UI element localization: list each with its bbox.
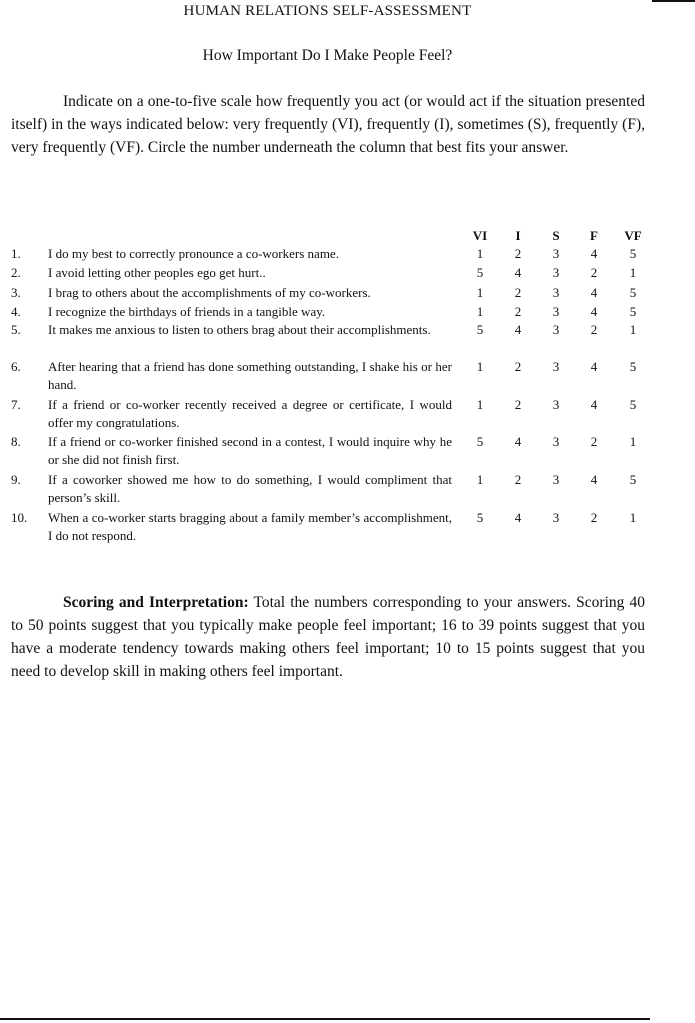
item-number: 10. — [11, 510, 28, 525]
column-header-s: S — [552, 228, 560, 243]
score-option[interactable]: 4 — [590, 397, 598, 412]
item-number: 9. — [11, 472, 21, 487]
score-option[interactable]: 4 — [514, 510, 522, 525]
score-option[interactable]: 1 — [476, 472, 484, 487]
column-header-f: F — [590, 228, 598, 243]
score-option[interactable]: 3 — [552, 246, 560, 261]
score-option[interactable]: 2 — [590, 265, 598, 280]
score-option[interactable]: 1 — [476, 285, 484, 300]
item-text: If a friend or co-worker finished second in a contest, I would inquire why he or she did not finish first. — [48, 434, 452, 467]
item-text: I recognize the birthdays of friends in a tangible way. — [48, 304, 326, 319]
score-option[interactable]: 3 — [552, 265, 560, 280]
item-text: If a coworker showed me how to do something, I would compliment that person’s skill. — [48, 472, 452, 505]
score-option[interactable]: 2 — [514, 472, 522, 487]
score-option[interactable]: 2 — [514, 246, 522, 261]
item-number: 1. — [11, 246, 21, 261]
score-option[interactable]: 3 — [552, 304, 560, 319]
score-option[interactable]: 4 — [514, 265, 522, 280]
score-option[interactable]: 1 — [629, 434, 637, 449]
score-option[interactable]: 3 — [552, 359, 560, 374]
item-text: It makes me anxious to listen to others brag about their accomplishments. — [48, 322, 431, 337]
column-header-vi: VI — [472, 228, 488, 243]
score-option[interactable]: 3 — [552, 434, 560, 449]
score-option[interactable]: 2 — [514, 285, 522, 300]
top-right-rule — [652, 0, 695, 2]
score-option[interactable]: 5 — [629, 285, 637, 300]
item-text: I avoid letting other peoples ego get hurt.. — [48, 265, 266, 280]
score-option[interactable]: 1 — [476, 397, 484, 412]
item-text: After hearing that a friend has done something outstanding, I shake his or her hand. — [48, 359, 452, 392]
score-option[interactable]: 1 — [476, 246, 484, 261]
instructions-paragraph: Indicate on a one-to-five scale how frequently you act (or would act if the situation presented itself) in the ways indicated below: very frequently (VI), frequently (I), sometimes (S), frequently (F), very frequently (VF). Circle the number underneath the column that best fits your answer. — [11, 93, 645, 156]
score-option[interactable]: 5 — [476, 322, 484, 337]
item-number: 6. — [11, 359, 21, 374]
document-subtitle: How Important Do I Make People Feel? — [202, 47, 453, 64]
item-number: 3. — [11, 285, 21, 300]
scoring-heading: Scoring and Interpretation: — [63, 594, 249, 611]
score-option[interactable]: 4 — [590, 359, 598, 374]
score-option[interactable]: 5 — [476, 434, 484, 449]
score-option[interactable]: 5 — [629, 246, 637, 261]
score-option[interactable]: 1 — [629, 265, 637, 280]
score-option[interactable]: 4 — [590, 472, 598, 487]
score-option[interactable]: 1 — [476, 359, 484, 374]
score-option[interactable]: 4 — [590, 285, 598, 300]
score-option[interactable]: 2 — [514, 304, 522, 319]
score-option[interactable]: 5 — [629, 304, 637, 319]
score-option[interactable]: 2 — [514, 359, 522, 374]
column-header-vf: VF — [624, 228, 642, 243]
score-option[interactable]: 3 — [552, 285, 560, 300]
score-option[interactable]: 5 — [629, 397, 637, 412]
score-option[interactable]: 3 — [552, 510, 560, 525]
score-option[interactable]: 5 — [476, 265, 484, 280]
item-number: 5. — [11, 322, 21, 337]
score-option[interactable]: 2 — [590, 434, 598, 449]
score-option[interactable]: 5 — [476, 510, 484, 525]
item-number: 2. — [11, 265, 21, 280]
score-option[interactable]: 1 — [629, 322, 637, 337]
bottom-divider — [0, 1018, 650, 1020]
score-option[interactable]: 5 — [629, 359, 637, 374]
column-header-i: I — [515, 228, 521, 243]
score-option[interactable]: 5 — [629, 472, 637, 487]
score-option[interactable]: 2 — [514, 397, 522, 412]
score-option[interactable]: 2 — [590, 322, 598, 337]
item-text: I do my best to correctly pronounce a co-workers name. — [48, 246, 339, 261]
item-text: I brag to others about the accomplishments of my co-workers. — [48, 285, 371, 300]
score-option[interactable]: 4 — [590, 304, 598, 319]
score-option[interactable]: 3 — [552, 322, 560, 337]
scoring-text: Total the numbers corresponding to your answers. Scoring 40 to 50 points suggest that you typically make people feel important; 16 to 39 points suggest that you have a moderate tendency towards making others feel important; 10 to 15 points suggest that you need to develop skill in making others feel important. — [11, 594, 645, 680]
score-option[interactable]: 4 — [514, 322, 522, 337]
score-option[interactable]: 2 — [590, 510, 598, 525]
score-option[interactable]: 1 — [476, 304, 484, 319]
item-number: 8. — [11, 434, 21, 449]
item-number: 4. — [11, 304, 21, 319]
item-number: 7. — [11, 397, 21, 412]
scoring-paragraph — [11, 591, 645, 683]
document-title: HUMAN RELATIONS SELF-ASSESSMENT — [183, 3, 472, 19]
item-text: If a friend or co-worker recently received a degree or certificate, I would offer my congratulations. — [48, 397, 452, 430]
score-option[interactable]: 4 — [590, 246, 598, 261]
score-option[interactable]: 4 — [514, 434, 522, 449]
item-text: When a co-worker starts bragging about a family member’s accomplishment, I do not respond. — [48, 510, 452, 543]
score-option[interactable]: 1 — [629, 510, 637, 525]
score-option[interactable]: 3 — [552, 472, 560, 487]
score-option[interactable]: 3 — [552, 397, 560, 412]
